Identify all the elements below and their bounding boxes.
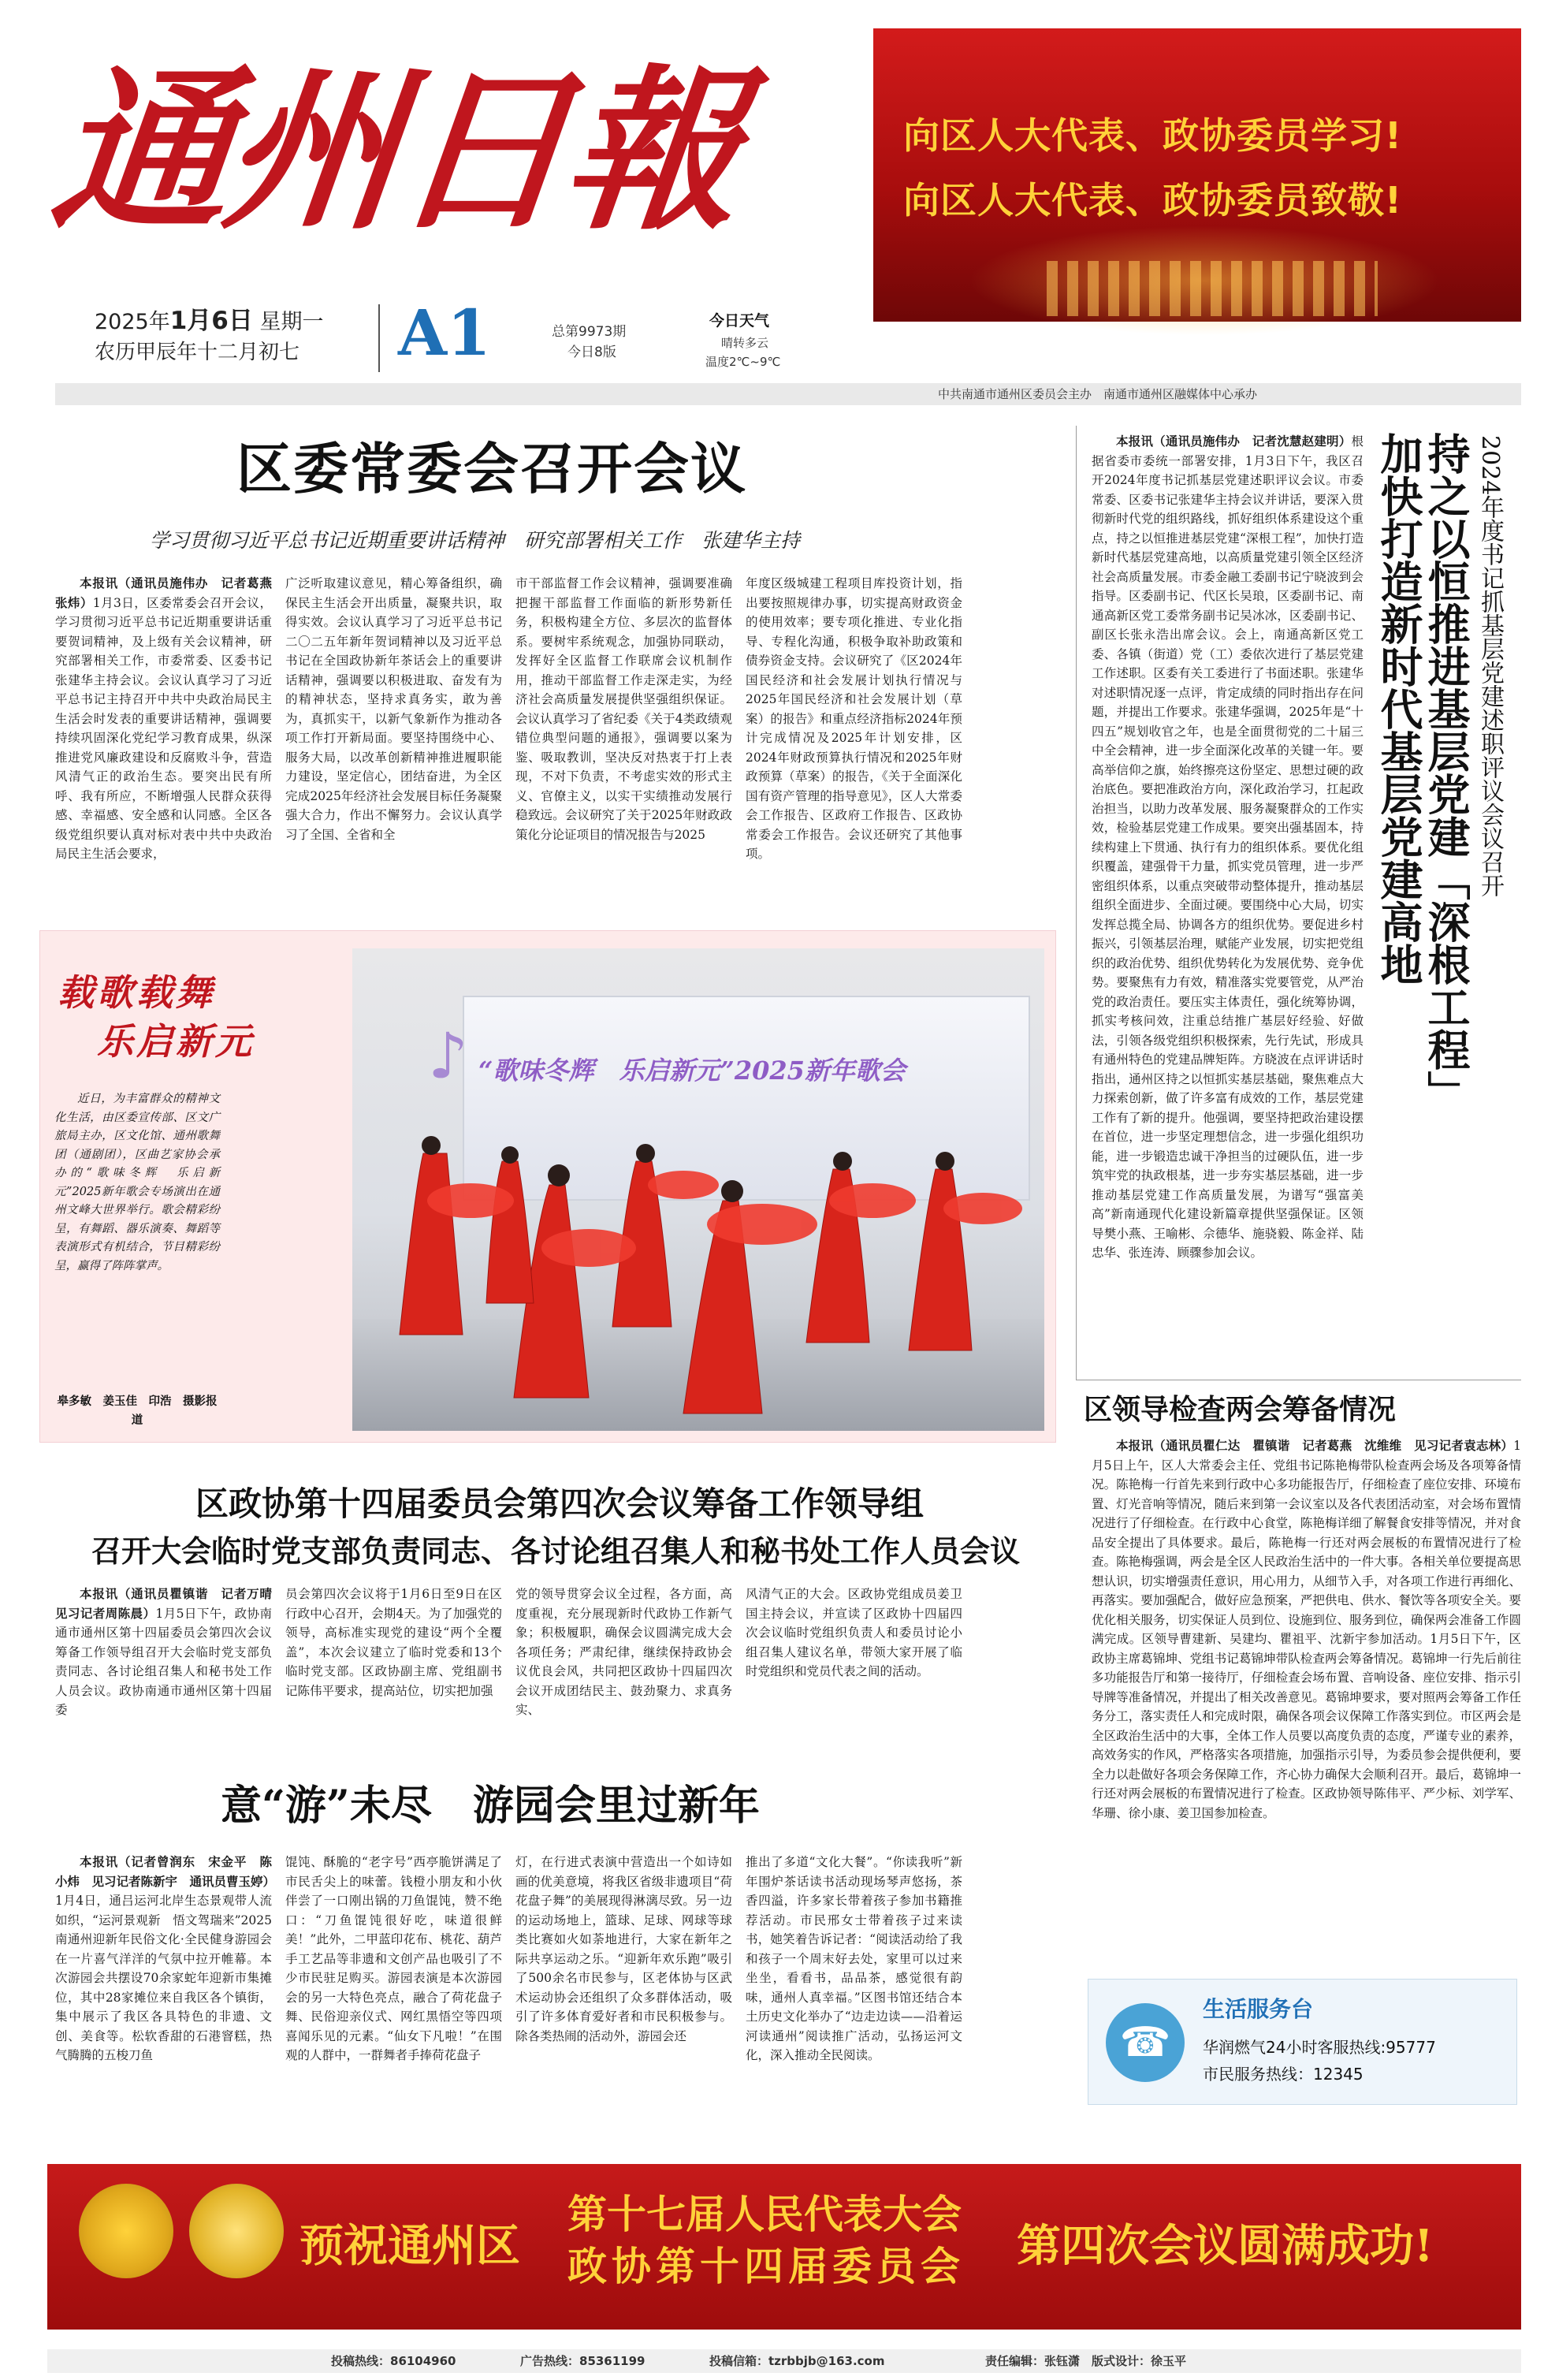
masthead — [0, 0, 1544, 418]
article5-col-2: 馄饨、酥脆的“老字号”西亭脆饼满足了市民舌尖上的味蕾。钱橙小朋友和小伙伴尝了一口刚出锅的刀鱼馄饨，赞不绝口：“刀鱼馄饨很好吃，味道很鲜美！”此外，二甲蓝印花布、桃花、葫芦手工艺品等非遗和文创产品也吸引了不少市民驻足购买。游园表演是本次游园会的另一大特色亮点，融合了荷花盘子舞、民俗迎亲仪式、网红黑悟空等四项喜闻乐见的元素。“仙女下凡啦！”在围观的人群中，一群舞者手捧荷花盘子 — [285, 1855, 502, 2062]
headline-main: 区委常委会召开会议 — [236, 436, 747, 501]
head — [833, 1152, 852, 1171]
top-banner — [873, 28, 1521, 322]
fan — [648, 1171, 719, 1199]
fan — [829, 1183, 916, 1218]
article3-headline-1: 区政协第十四届委员会第四次会议筹备工作领导组 — [195, 1484, 924, 1523]
article2-headline: 持之以恒推进基层党建「深根工程」 加快打造新时代基层党建高地 — [1374, 432, 1471, 1113]
temperature: 温度2℃~9℃ — [705, 355, 781, 369]
fan — [943, 1193, 1022, 1224]
photo-credit: 皋多敏 姜玉佳 印浩 摄影报道 — [57, 1395, 218, 1427]
music-note-icon: ♪ — [428, 1019, 469, 1093]
banner-line-2: 向区人大代表、政协委员致敬! — [903, 179, 1402, 222]
article4-headline: 区领导检查两会筹备情况 — [1084, 1393, 1397, 1426]
divider — [1076, 426, 1077, 1380]
article3-col-1: 本报讯（通讯员瞿镇谐 记者万晴 见习记者周陈晨）1月5日下午，政协南通市通州区第十四届委员会第四次会议筹备工作领导组召开大会临时党支部负责同志、各讨论组召集人和秘书处工作人员会议。政协南通市通州区第十四届委 — [55, 1586, 285, 1717]
photo-title: 载歌载舞 — [58, 971, 215, 1014]
article5-col-3: 灯，在行进式表演中营造出一个如诗如画的优美意境，将我区省级非遗项目“荷花盘子舞”的美展现得淋漓尽致。另一边的运动场地上，篮球、足球、网球等球类比赛如火如荼地进行，大家在新年之际共享运动之乐。“迎新年欢乐跑”吸引了500余名市民参与，区老体协与区武术运动协会还组织了众多群体活动，吸引了许多体育爱好者和市民积极参与。除各类热闹的活动外，游园会还 — [515, 1855, 732, 2043]
weather-title: 今日天气 — [709, 312, 770, 330]
article4-body: 本报讯（通讯员瞿仁达 瞿镇谐 记者葛燕 沈维维 见习记者袁志林）1月5日上午，区人大常委会主任、党组书记陈艳梅带队检查两会场及各项筹备情况。陈艳梅一行首先来到行政中心多功能报告厅，仔细检查了座位安排、环境布置、灯光音响等情况，随后来到第一会议室以及各代表团活动室，对会场布置情况进行了仔细检查。在行政中心食堂，陈艳梅详细了解餐食安排等情况，并对食品安全提出了具体要求。最后，陈艳梅一行还对两会展板的布置情况进行了检查。陈艳梅强调，两会是全区人民政治生活中的一件大事。各相关单位要提高思想认识，切实增强责任意识，用心用力，从细节入手，对各项工作进行再细化、再落实。要加强配合，做好应急预案，严把供电、供水、餐饮等各项安全关。要优化相关服务，切实保证人员到位、设施到位、服务到位，确保两会准备工作圆满完成。区领导曹建新、吴建均、瞿祖平、沈新宇参加活动。1月5日下午，区政协主席葛锦坤、党组书记葛锦坤带队检查两会筹备情况。葛锦坤一行先后前往多功能报告厅和第一接待厅，仔细检查会场布置、音响设备、座位安排、指示引导牌等准备情况，并提出了相关改善意见。葛锦坤要求，要对照两会筹备工作任务分工，落实责任人和完成时限，确保各项会议保障工作落实到位。市区两会是全区政治生活中的大事，全体工作人员要以高度负责的态度，严谨专业的素养，高效务实的作风，严格落实各项措施，加强指示引导，为委员参会提供便利，要全力以赴做好各项会务保障工作，齐心协力确保大会顺利召开。最后，葛锦坤一行还对两会展板的布置情况进行了检查。区政协领导陈伟平、严少标、刘学军、华珊、徐小康、姜卫国参加检查。 — [1092, 1438, 1521, 1820]
newspaper-logo: 通州日報 — [44, 49, 747, 254]
banner-line-1: 向区人大代表、政协委员学习! — [903, 114, 1402, 157]
head — [548, 1164, 570, 1186]
footer-mail: 投稿信箱：tzrbbjb@163.com — [709, 2354, 885, 2368]
head — [636, 1144, 655, 1163]
article2-kicker: 2024年度书记抓基层党建述职评议会议召开 — [1476, 435, 1504, 898]
footer-editor: 责任编辑：张钰潇 版式设计：徐玉平 — [985, 2354, 1187, 2368]
service-box — [1088, 1979, 1517, 2105]
fan — [707, 1204, 817, 1245]
fan — [541, 1229, 636, 1267]
headset-icon: ☎ — [1106, 2003, 1185, 2082]
photo-feature — [39, 930, 1056, 1443]
photo-title-2: 乐启新元 — [97, 1020, 255, 1063]
footer-tip-line: 投稿热线：86104960 — [331, 2354, 456, 2368]
weather: 晴转多云 — [721, 336, 769, 350]
issue-number: 总第9973期 — [552, 324, 627, 340]
concert-photo — [352, 948, 1044, 1431]
article5-col-4: 推出了多道“文化大餐”。“你读我听”新年围炉茶话读书活动现场琴声悠扬，茶香四溢，许多家长带着孩子参加书籍推荐活动。市民邢女士带着孩子过来读书，她笑着告诉记者：“阅读活动给了我和孩子一个周末好去处，家里可以过来坐坐，看看书，品品茶，感觉很有韵味，通州人真幸福。”区图书馆还结合本土历史文化举办了“边走边读——沿着运河读通州”阅读推广活动，弘扬运河文化，深入推动全民阅读。 — [746, 1855, 962, 2062]
page-number: A1 — [398, 296, 491, 370]
banner-skyline — [1047, 261, 1378, 316]
lunar-date: 农历甲辰年十二月初七 — [95, 341, 300, 364]
article2-body: 本报讯（通讯员施伟办 记者沈慧赵建明）根据省委市委统一部署安排，1月3日下午，我区召开2024年度书记抓基层党建述职评议会议。市委常委、区委书记张建华主持会议并讲话，要深入贯彻新时代党的组织路线，抓好组织体系建设这个重点，持之以恒推进基层党建“深根工程”，加快打造新时代基层党建高地，以高质量党建引领全区经济社会高质量发展。市委金融工委副书记宁晓波到会指导。区委副书记、代区长吴琅，区委副书记、南通高新区党工委常务副书记吴冰冰，区委副书记、副区长张永浩出席会议。会上，南通高新区党工委、各镇（街道）党（工）委依次进行了基层党建工作述职。区委有关工委进行了书面述职。张建华对述职情况逐一点评，肯定成绩的同时指出存在问题，并提出工作要求。张建华强调，2025年是“十四五”规划收官之年，也是全面贯彻党的二十届三中全会精神，进一步全面深化改革的关键一年。要高举信仰之旗，始终擦亮这份坚定、思想过硬的政治底色。要把准政治方向，深化政治学习，扛起政治担当，以助力改革发展、服务凝聚群众的工作实效，检验基层党建工作成果。要突出强基固本，持续构建上下贯通、执行有力的组织体系。要优化组织覆盖，建强骨干力量，抓实党员管理，进一步严密组织体系，以重点突破带动整体提升，推动基层组织全面进步、全面过硬。要围绕中心大局，切实发挥总揽全局、协调各方的组织优势。要促进乡村振兴，引领基层治理，赋能产业发展，切实把党组织的政治优势、组织优势转化为发展优势、竞争优势。要聚焦有力有效，精准落实党要管党，从严治党的政治责任。要压实主体责任，强化统筹协调，抓实考核问效，注重总结推广基层好经验、好做法，引领各级党组织积极探索，先行先试，形成具有通州特色的党建品牌矩阵。方晓波在点评讲话时指出，通州区持之以恒抓实基层基础，聚焦难点大力探索创新，做了许多富有成效的工作，基层党建工作有了新的提升。他强调，要坚持把政治建设摆在首位，进一步坚定理想信念，进一步强化组织功能，进一步锻造忠诚干净担当的过硬队伍，进一步筑牢党的执政根基，进一步夯实基层基础，进一步推动基层党建工作高质量发展，为谱写“强富美高”新南通现代化建设新篇章提供坚强保证。区领导樊小燕、王喻彬、佘德华、施骁毅、陈金祥、陆忠华、张连涛、顾骤参加会议。 — [1092, 434, 1364, 1260]
dancers — [352, 948, 1044, 1431]
head — [936, 1152, 954, 1171]
article3-col-4: 风清气正的大会。区政协党组成员姜卫国主持会议，并宣读了区政协十四届四次会议临时党组织负责人和委员讨论小组召集人建议名单，带领大家开展了临时党组织和党员代表之间的活动。 — [746, 1587, 962, 1678]
date-line: 2025年1月6日 星期一 — [95, 307, 324, 335]
article3-col-2: 员会第四次会议将于1月6日至9日在区行政中心召开，会期4天。为了加强党的领导，高标准实现党的建设“两个全覆盖”，本次会议建立了临时党委和13个临时党支部。区政协副主席、党组副书记陈伟平要求，提高站位，切实把加强 — [285, 1587, 502, 1698]
banner-right-text: 第四次会议圆满成功! — [1017, 2220, 1434, 2272]
dancer — [486, 1161, 534, 1303]
banner-mid-text-2: 政协第十四届委员会 — [567, 2243, 965, 2289]
article5-headline: 意“游”未尽 游园会里过新年 — [221, 1782, 760, 1830]
banner-mid-text-1: 第十七届人民代表大会 — [567, 2191, 962, 2237]
article3-headline-2: 召开大会临时党支部负责同志、各讨论组召集人和秘书处工作人员会议 — [91, 1533, 1020, 1569]
sponsor-bar — [55, 383, 1521, 405]
service-citizen-hotline: 市民服务热线：12345 — [1203, 2065, 1364, 2084]
head — [501, 1146, 519, 1164]
sponsor-text: 中共南通市通州区委员会主办 南通市通州区融媒体中心承办 — [938, 387, 1258, 401]
article1-col-3: 市干部监督工作会议精神，强调要准确把握干部监督工作面临的新形势新任务，积极构建全方位、多层次的监督体系。要树牢系统观念，加强协同联动，发挥好全区监督工作联席会议机制作用，推动干部监督工作走深走实，为经济社会高质量发展提供坚强组织保证。会议认真学习了省纪委《关于4类政绩观错位典型问题的通报》，强调要以案为鉴、吸取教训，坚决反对热衷于打上表现，不对下负责，不考虑实效的形式主义、官僚主义，以实干实绩推动发展行稳致远。会议研究了关于2025年财政政策化分论证项目的情况报告与2025 — [515, 576, 732, 842]
footer-ad-line: 广告热线：85361199 — [520, 2354, 646, 2368]
cppcc-emblem-icon — [189, 2184, 284, 2278]
service-gas-hotline: 华润燃气24小时客服热线:95777 — [1203, 2038, 1436, 2057]
article1-col-1: 本报讯（通讯员施伟办 记者葛燕 张炜）1月3日，区委常委会召开会议，学习贯彻习近平总书记近期重要讲话重要贺词精神，及上级有关会议精神，研究部署相关工作，市委常委、区委书记张建华主持会议。会议认真学习了习近平总书记主持召开中共中央政治局民主生活会时发表的重要讲话精神，强调要持续巩固深化党纪学习教育成果，纵深推进党风廉政建设和反腐败斗争，营造风清气正的政治生态。要突出民有所呼、我有所应，不断增强人民群众获得感、幸福感、安全感和认同感。全区各级党组织要认真对标对表中共中央政治局民主生活会要求， — [55, 575, 285, 861]
bottom-banner — [47, 2164, 1521, 2330]
fan — [427, 1183, 514, 1218]
dancer — [400, 1153, 463, 1335]
page-count: 今日8版 — [567, 345, 616, 360]
article5-col-1: 本报讯（记者曾润东 宋金平 陈小炜 见习记者陈新宇 通讯员曹玉婷）1月4日，通吕运河北岸生态景观带人流如织，“运河景观新 悟文驾瑞来”2025南通州迎新年民俗文化·全民健身游园会在一片喜气洋洋的气氛中拉开帷幕。本次游园会共摆设70余家蛇年迎新市集摊位，其中28家摊位来自我区各个镇街，集中展示了我区各具特色的非遗、文创、美食等。松软香甜的石港窨糕，热气腾腾的五梭刀鱼 — [55, 1854, 276, 2062]
stage-title: “歌味冬辉 乐启新元”2025新年歌会 — [478, 1056, 906, 1086]
head — [721, 1180, 743, 1202]
subhead-main: 学习贯彻习近平总书记近期重要讲话精神 研究部署相关工作 张建华主持 — [150, 529, 801, 552]
article1-col-2: 广泛听取建议意见，精心筹备组织，确保民主生活会开出质量，凝聚共识，取得实效。会议认真学习了习近平总书记二〇二五年新年贺词精神以及习近平总书记在全国政协新年茶话会上的重要讲话精神，强调要以积极进取、奋发有为的精神状态，坚持求真务实，敢为善为，真抓实干，以新气象新作为推动各项工作打开新局面。要坚持围绕中心、服务大局，以改革创新精神推进履职能力建设，坚定信心，团结奋进，为全区完成2025年经济社会发展目标任务凝聚强大合力，作出不懈努力。会议认真学习了全国、全省和全 — [285, 576, 502, 842]
head — [422, 1136, 441, 1155]
photo-caption: 近日，为丰富群众的精神文化生活，由区委宣传部、区文广旅局主办，区文化馆、通州歌舞团（通剧团），区曲艺家协会承办的“歌味冬辉 乐启新元”2025新年歌会专场演出在通州文峰大世界举行。歌会精彩纷呈，有舞蹈、器乐演奏、舞蹈等表演形式有机结合，节目精彩纷呈，赢得了阵阵掌声。 — [54, 1093, 220, 1272]
article3-col-3: 党的领导贯穿会议全过程，各方面，高度重视，充分展现新时代政协工作新气象；积极履职，确保会议圆满完成大会各项任务；严肃纪律，继续保持政协会议优良会风，共同把区政协十四届四次会议开成团结民主、鼓劲聚力、求真务实、 — [515, 1587, 732, 1717]
divider — [378, 304, 380, 372]
service-title: 生活服务台 — [1203, 1996, 1314, 2022]
banner-left-text: 预祝通州区 — [299, 2220, 520, 2272]
article1-col-4: 年度区级城建工程项目库投资计划，指出要按照规律办事，切实提高财政资金的使用效率；要专项化推进、专业化指导、专程化沟通，积极争取补助政策和债券资金支持。会议研究了《区2024年国民经济和社会发展计划执行情况与2025年国民经济和社会发展计划（草案）的报告》和重点经济指标2024年预计完成情况及2025年计划安排，区2024年财政预算执行情况和2025年财政预算（草案）的报告，《关于全面深化国有资产管理的指导意见》，区人大常委会工作报告、区政府工作报告、区政协常委会工作报告。会议还研究了其他事项。 — [746, 576, 962, 861]
national-emblem-icon — [79, 2184, 173, 2278]
